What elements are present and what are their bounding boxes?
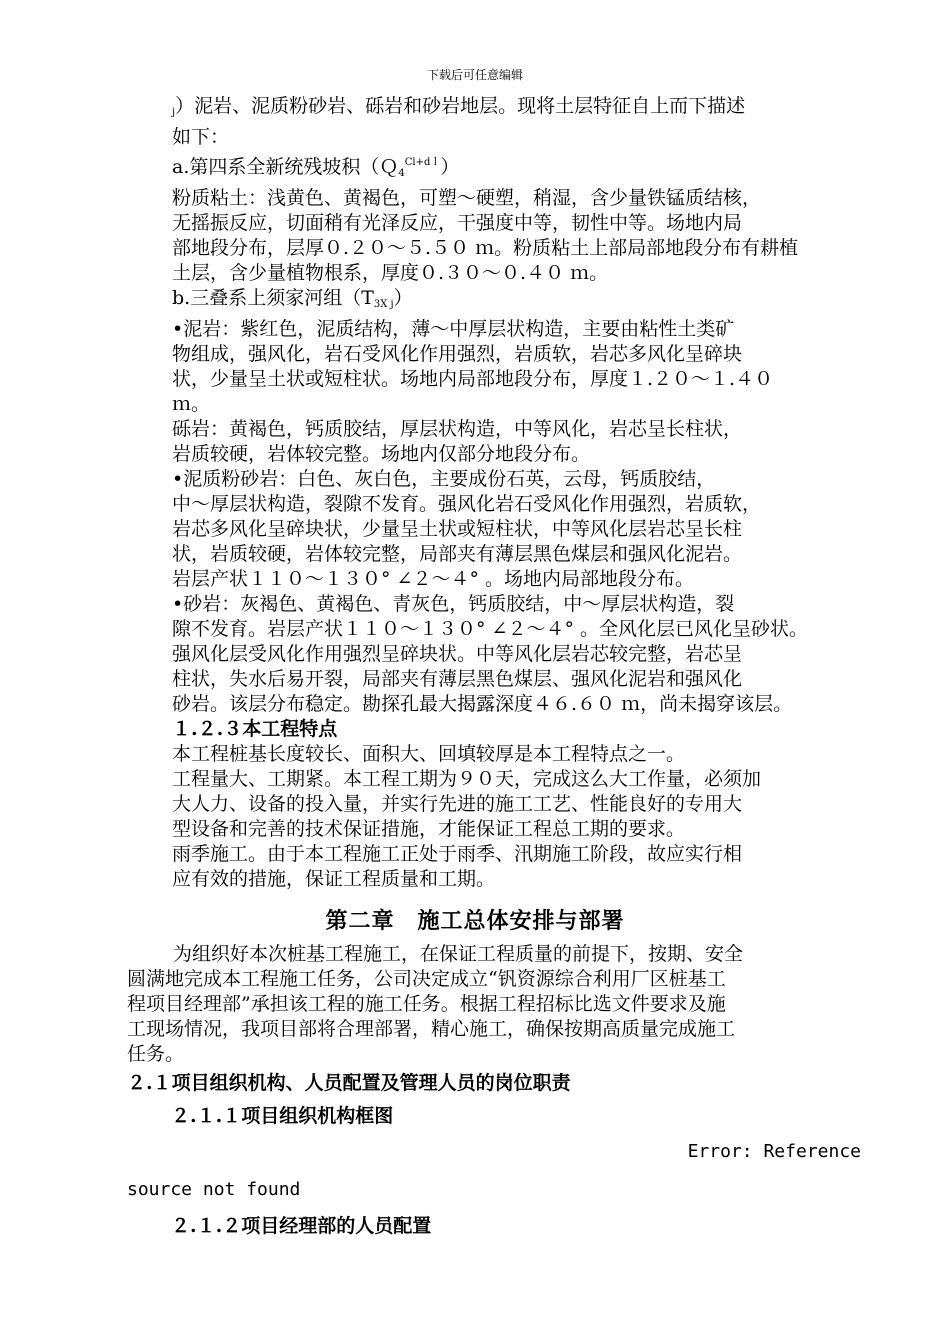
line-text: １.２.３本工程特点: [172, 718, 338, 740]
line-text: 无摇振反应，切面稍有光泽反应，干强度中等，韧性中等。场地内局: [172, 212, 743, 234]
section-2-1-heading: ２.１项目组织机构、人员配置及管理人员的岗位职责: [127, 1072, 571, 1094]
line-text: a.第四系全新统残坡积（Ｑ: [172, 156, 399, 178]
line-text: 隙不发育。岩层产状１１０～１３０° ∠２～４° 。全风化层已风化呈砂状。: [172, 618, 809, 640]
body-line: [172, 367, 864, 392]
body-line: [172, 417, 864, 442]
line-text: ）泥岩、泥质粉砂岩、砾岩和砂岩地层。现将土层特征自上而下描述: [175, 95, 746, 117]
body-line: [172, 125, 864, 150]
subscript: 3X j: [373, 299, 394, 310]
reference-error-text-cont: source not found: [127, 1179, 301, 1200]
body-line: [172, 261, 864, 286]
body-line: [172, 186, 864, 211]
line-text: 岩芯多风化呈碎块状，少量呈土状或短柱状，中等风化层岩芯呈长柱: [172, 518, 743, 540]
chapter-para-line: 工现场情况，我项目部将合理部署，精心施工，确保按期高质量完成施工: [127, 1018, 736, 1040]
body-line: [172, 742, 864, 767]
line-text: 应有效的措施，保证工程质量和工期。: [172, 868, 496, 890]
body-line: [172, 467, 864, 492]
line-text: 岩质较硬，岩体较完整。场地内仅部分地段分布。: [172, 443, 591, 465]
line-text: 土层，含少量植物根系，厚度０.３０～０.４０ ｍ。: [172, 262, 609, 284]
body-line: [172, 817, 864, 842]
chapter-title: 第二章 施工总体安排与部署: [325, 908, 625, 934]
body-line: [172, 767, 864, 792]
line-tail: ）: [393, 287, 413, 309]
body-line: [172, 517, 864, 542]
line-text: 本工程桩基长度较长、面积大、回填较厚是本工程特点之一。: [172, 743, 686, 765]
page-header: 下载后可任意编辑: [426, 68, 523, 82]
line-text: 柱状，失水后易开裂，局部夹有薄层黑色煤层、强风化泥岩和强风化: [172, 668, 743, 690]
body-line: [172, 842, 864, 867]
line-text: 如下：: [172, 126, 230, 148]
body-line: [172, 867, 864, 892]
reference-error-text: Error: Reference: [687, 1141, 861, 1162]
section-heading: [172, 717, 864, 742]
body-line: [172, 642, 864, 667]
body-line: [172, 94, 864, 125]
line-text: 岩层产状１１０～１３０° ∠２～４° 。场地内局部地段分布。: [172, 568, 695, 590]
line-tail: ）: [440, 156, 460, 178]
line-text: 中～厚层状构造，裂隙不发育。强风化岩石受风化作用强烈，岩质软，: [172, 493, 762, 515]
body-line: [172, 567, 864, 592]
subscript: j: [172, 107, 176, 118]
line-text: 强风化层受风化作用强烈呈碎块状。中等风化层岩芯较完整，岩芯呈: [172, 643, 743, 665]
chapter-2-block: [127, 942, 867, 1243]
chapter-para-line: 为组织好本次桩基工程施工，在保证工程质量的前提下，按期、安全: [173, 943, 744, 965]
section-2-1-1-heading: ２.１.１项目组织机构框图: [171, 1105, 394, 1127]
line-text: 砾岩：黄褐色，钙质胶结，厚层状构造，中等风化，岩芯呈长柱状，: [172, 418, 743, 440]
body-line: [172, 667, 864, 692]
chapter-para-line: 程项目经理部”承担该工程的施工任务。根据工程招标比选文件要求及施: [127, 993, 726, 1015]
line-text: 型设备和完善的技术保证措施，才能保证工程总工期的要求。: [172, 818, 686, 840]
section-1-2-text: [172, 94, 864, 892]
line-text: 砂岩。该层分布稳定。勘探孔最大揭露深度４６.６０ ｍ，尚未揭穿该层。: [172, 693, 793, 715]
line-text: 雨季施工。由于本工程施工正处于雨季、汛期施工阶段，故应实行相: [172, 843, 743, 865]
body-line: [172, 286, 864, 317]
line-text: 物组成，强风化，岩石受风化作用强烈，岩质软，岩芯多风化呈碎块: [172, 343, 743, 365]
body-line: [172, 317, 864, 342]
chapter-para-line: 任务。: [127, 1043, 185, 1065]
section-2-1-2-heading: ２.１.２项目经理部的人员配置: [171, 1215, 432, 1237]
body-line: [172, 792, 864, 817]
body-line: [172, 236, 864, 261]
line-text: •泥岩：紫红色，泥质结构，薄～中厚层状构造，主要由粘性土类矿: [172, 318, 735, 340]
body-line: [172, 542, 864, 567]
superscript: Cl+dｌ: [404, 157, 441, 168]
body-line: [172, 392, 864, 417]
subscript: 4: [398, 168, 405, 179]
line-text: •砂岩：灰褐色、黄褐色、青灰色，钙质胶结，中～厚层状构造，裂: [172, 593, 735, 615]
line-text: 部地段分布，层厚０.２０～５.５０ ｍ。粉质粘土上部局部地段分布有耕植: [172, 237, 799, 259]
line-text: 大人力、设备的投入量，并实行先进的施工工艺、性能良好的专用大: [172, 793, 743, 815]
line-text: b.三叠系上须家河组（T: [172, 287, 374, 309]
body-line: [172, 617, 864, 642]
line-text: •泥质粉砂岩：白色、灰白色，主要成份石英，云母，钙质胶结，: [172, 468, 716, 490]
line-text: 粉质粘土：浅黄色、黄褐色，可塑～硬塑，稍湿，含少量铁锰质结核，: [172, 187, 762, 209]
body-line: [172, 492, 864, 517]
body-line: [172, 150, 864, 186]
line-text: ｍ。: [172, 393, 211, 415]
line-text: 工程量大、工期紧。本工程工期为９０天，完成这么大工作量，必须加: [172, 768, 762, 790]
line-text: 状，岩质较硬，岩体较完整，局部夹有薄层黑色煤层和强风化泥岩。: [172, 543, 743, 565]
body-line: [172, 342, 864, 367]
body-line: [172, 442, 864, 467]
line-text: 状，少量呈土状或短柱状。场地内局部地段分布，厚度１.２０～１.４０: [172, 368, 774, 390]
body-line: [172, 592, 864, 617]
chapter-para-line: 圆满地完成本工程施工任务，公司决定成立“钒资源综合利用厂区桩基工: [127, 968, 726, 990]
body-line: [172, 692, 864, 717]
body-line: [172, 211, 864, 236]
